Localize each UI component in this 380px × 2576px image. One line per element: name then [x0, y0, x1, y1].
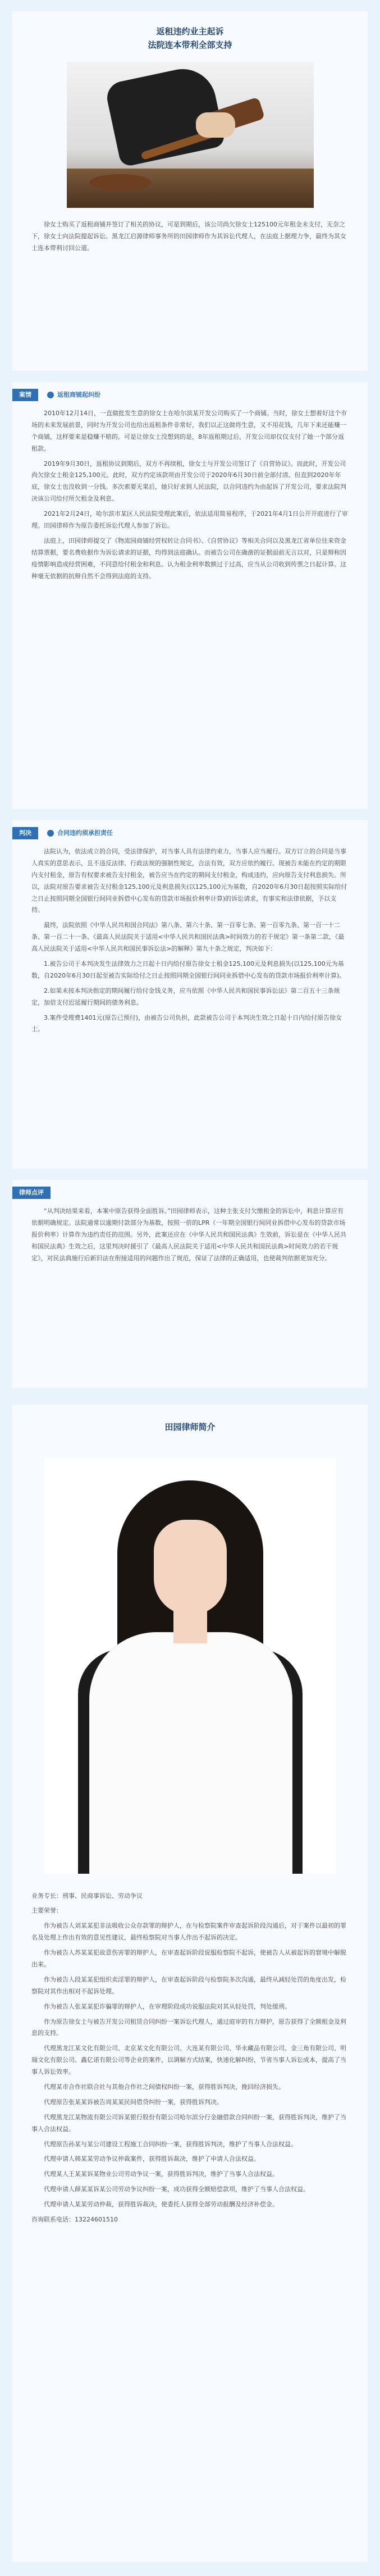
paragraph: 1.被告公司于本判决发生法律效力之日起十日内给付原告徐女士租金125,100元及利息损失(以125,100元为基数，自2020年6月30日起至被告实际给付之日止按照同期全国银行间同业拆借中心发布的贷款市场报价利率计算)。 — [31, 960, 346, 979]
bio-paragraph: 作为原告徐女士与被告开发公司租赁合同纠纷一案诉讼代理人，通过庭审的有力辩护，原告获得了全额租金及利息的支持。 — [31, 2018, 346, 2037]
paragraph: 2021年2月24日，哈尔滨市某区人民法院受理此案后，依法适用简易程序，于2021年4月1日公开开庭进行了审理。田园律师作为原告委托诉讼代理人参加了诉讼。 — [31, 510, 348, 530]
gavel-photo — [67, 62, 314, 208]
section-title: 合同违约须承担责任 — [47, 827, 113, 839]
lawyer-heading: 田园律师简介 — [164, 1422, 216, 1432]
honors-line: 主要荣誉： — [31, 1907, 62, 1915]
paragraph: 最终，法院依照《中华人民共和国合同法》第八条、第六十条、第一百零七条、第一百零九条、第一百一十二条、第一百二十一条、《最高人民法院关于适用<中华人民共和国民法典>时间效力的若干规定》第一条第二款，《最高人民法院关于适用<中华人民共和国民事诉讼法>的解释》第九十条之规定，判决如下： — [31, 921, 345, 953]
bio-paragraph: 代理申请人某某劳动仲裁，获得胜诉裁决，使委托人获得全部劳动报酬及经济补偿金。 — [44, 2201, 278, 2209]
intro-paragraph: 徐女士购买了返租商铺并签订了相关的协议，可是到期后，该公司尚欠徐女士125100元年租金未支付，无奈之下，徐女士向法院提起诉讼。黑龙江启源律师事务所的田园律师作为其诉讼代理人，在法庭上据理力争，最终为其女士连本带利讨回公道。 — [31, 221, 346, 252]
section-comment — [12, 1180, 368, 1388]
bio-paragraph: 作为被告人刘某某犯非法吸收公众存款罪的辩护人，在与检察院案件审查起诉阶段沟通后，对于案件以最初的罪名及处理上作出有效的意见性建议，最终检察院对当事人作出不起诉的决定。 — [31, 1922, 346, 1942]
bio-paragraph: 代理某人王某某诉某物业公司劳动争议一案，获得胜诉判决，维护了当事人合法权益。 — [44, 2170, 278, 2178]
section-header — [12, 382, 368, 408]
bio-paragraph: 作为被告人段某某犯组织卖淫罪的辩护人，在审查起诉阶段与检察院多次沟通，最终从减轻处罚的角度出发，检察院对其作出相对不起诉处理。 — [31, 1975, 346, 1995]
paragraph: 法院认为，依法成立的合同，受法律保护，对当事人具有法律约束力，当事人应当履行。双方订立的合同是当事人真实的意思表示，且不违反法律、行政法规的强制性规定，合法有效，双方应依约履行。现被告未能在约定的期限内支付租金，原告有权要求被告支付租金，被告应当在约定的期间支付租金，构成违约，应向原告支付利息损失。所以，法院对原告要求被告支付租金125,100元及利息损失(以125,100元为基数，自2020年6月30日起按照实际给付之日止按照同期全国银行间同业拆借中心发布的贷款市场报价利率计算)的诉讼请求，有事实和法律依据，予以支持。 — [31, 848, 347, 914]
lawyer-portrait — [44, 1458, 336, 1874]
section-body — [12, 846, 368, 1050]
section-body — [12, 408, 368, 597]
paragraph: 2010年12月14日，一直做批发生意的徐女士在哈尔滨某开发公司购买了一个商铺。当时，徐女士想着好这个市场的未来发展前景，同时为开发公司也给出返租条件非常好，我们以正这做将生意，又不用花钱，几年下来还能赚一个商铺，这样要来是稳赚不赔的。可是让徐女士没想到的是，8年返租期过后，开发公司却仅仅支付了她一个部分返租款。 — [31, 410, 347, 452]
section-judgment — [12, 820, 368, 1169]
paragraph: 2.如果未按本判决指定的期间履行给付金钱义务，应当依照《中华人民共和国民事诉讼法》第二百五十三条规定，加倍支付迟延履行期间的债务利息。 — [31, 987, 340, 1006]
section-header — [12, 1180, 368, 1206]
section-header — [12, 820, 368, 846]
title-line-2: 法院连本带利全部支持 — [148, 40, 232, 50]
bio-paragraph: 代理申请人薛某某诉某公司劳动争议纠纷一案，成功获得全额赔偿款项，维护了当事人合法权益。 — [44, 2186, 309, 2193]
lawyer-profile-card — [12, 1405, 368, 2562]
bio-paragraph: 代理黑龙江某文化有限公司、北京某文化有限公司、大连某有限公司、华永藏品有限公司、金三角有限公司、明瑞文化有限公司、鑫亿诺有限公司等企业的案件，以调解方式结案，快速化解纠纷，节省当事人诉讼成本，提高了当事人诉讼效率。 — [31, 2045, 346, 2076]
paragraph: “从判决结果来看，本案中原告获得全面胜诉。”田园律师表示，这种主张支付欠缴租金的诉讼中，利息计算应有依据明确规定。法院通常以逾期付款部分为基数，按照一倍的LPR（一年期全国银行间同业拆借中心发布的贷款市场报价利率）计算作为违约责任的范围。另外，此案还应在《中华人民共和国民法典》生效前，诉讼是在《中华人民共和国民法典》生效之后，这里判决时援引了《最高人民法院关于适用<中华人民共和国民法典>时间效力的若干规定》，对民法典施行后新旧法在衔接适用的问题作出了规范，保证了法律的正确适用，也使裁判依据更加充分。 — [31, 1207, 346, 1262]
bio-paragraph: 代理原告孙某与某公司建设工程施工合同纠纷一案，获得胜诉判决，维护了当事人合法权益。 — [44, 2140, 297, 2148]
paragraph: 3.案件受理费1401元(原告已预付)，由被告公司负担，此款被告公司于本判决生效之日起十日内给付原告徐女士。 — [31, 1014, 342, 1033]
section-title: 返租商铺起纠纷 — [47, 389, 100, 401]
bio-paragraph: 作为被告人张某某犯诈骗罪的辩护人，在审理阶段成功说服法院对其从轻处罚，判处缓刑。 — [44, 2002, 291, 2010]
bio-paragraph: 代理原告张某某诉被告周某某民间借贷纠纷一案，获得胜诉判决。 — [44, 2098, 223, 2106]
lawyer-bio — [12, 1874, 368, 2226]
section-tag: 案情 — [12, 389, 38, 401]
bio-paragraph: 代理黑龙江某物流有限公司诉某银行股份有限公司哈尔滨分行金融借款合同纠纷一案，获得胜诉判决，维护了当事人合法权益。 — [31, 2113, 346, 2133]
bullet-icon — [47, 392, 54, 398]
paragraph: 2019年9月30日，返租协议到期后，双方不再续租，徐女士与开发公司签订了《自营协议》。而此时，开发公司尚欠徐女士租金125,100元。此时，双方约定该款项由开发公司于2020年6月30日前全部付清。但直到2020年年底，徐女士也没收到一分钱。多次索要无果后，她只好求到人民法院，以合同违约为由起诉了开发公司，要求法院判决该公司给付所欠租金及利息。 — [31, 460, 346, 503]
contact-phone: 咨询联系电话：13224601510 — [31, 2215, 118, 2223]
bio-paragraph: 作为被告人苏某某犯故意伤害罪的辩护人，在审查起诉阶段说服检察院不起诉，使被告人从被起诉的窘境中解脱出来。 — [31, 1949, 346, 1968]
bullet-icon — [47, 830, 54, 837]
section-tag: 律师点评 — [12, 1187, 51, 1199]
article-title — [12, 11, 368, 52]
bio-paragraph: 代理某市合作社联合社与其他合作社之间债权纠纷一案，获得胜诉判决，挽回经济损失。 — [44, 2083, 285, 2091]
section-tag: 判决 — [12, 827, 38, 839]
section-case — [12, 382, 368, 809]
specialty-line: 业务专长：刑事、民商事诉讼、劳动争议 — [31, 1892, 143, 1900]
title-line-1: 返租违约业主起诉 — [156, 26, 224, 37]
paragraph: 法庭上，田园律师提交了《物流园商铺经营权转让合同书》、《自营协议》等相关合同以及黑龙江省单位往来资金结算票据，要名费收据作为诉讼请求的证据，均得到法庭确认。而被告公司在确凿的证据面前无言以对，只是辩称因疫情影响造成经营困难，不同意给付租金和利息。认为租金利率数额过于过高，应当从公司收到传票之日起计算。这种毫无依据的抗辩自然不会得到法庭的支持。 — [31, 537, 346, 580]
bio-paragraph: 代理申请人韩某某劳动争议仲裁案件，获得胜诉裁决，维护了申请人合法权益。 — [44, 2155, 260, 2163]
section-body — [12, 1206, 368, 1279]
intro-card — [12, 11, 368, 371]
